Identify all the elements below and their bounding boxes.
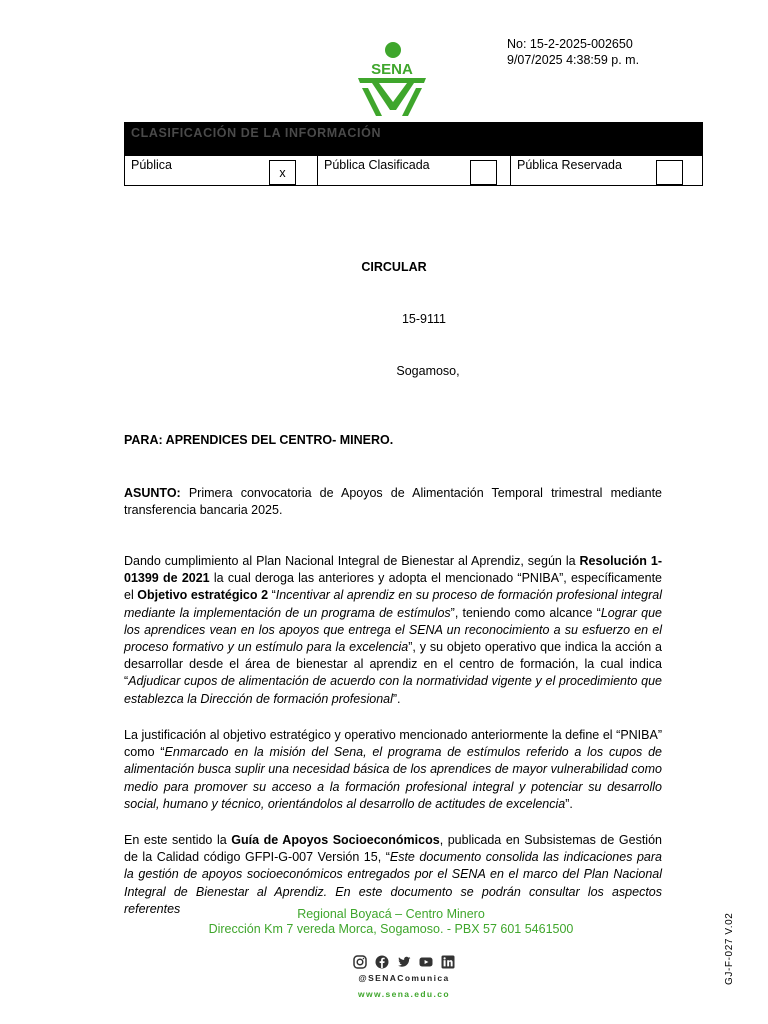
classification-table (124, 122, 703, 186)
classification-option-publica (124, 155, 318, 186)
option-label: Pública (131, 158, 172, 172)
footer-address: Dirección Km 7 vereda Morca, Sogamoso. - PBX 57 601 5461500 (208, 922, 574, 936)
text-run: Enmarcado en la misión del Sena, el programa de estímulos referido a los cupos de alimentación busca suplir una necesidad básica de los aprendices de mayor vulnerabilidad como medio para promover su acceso a la formación profesional integral y potenciar su desarrollo social, humano y técnico, orientándolos al desarrollo de actitudes de excelencia (124, 745, 663, 811)
document-number: No: 15-2-2025-002650 (507, 37, 633, 51)
text-run: “ (268, 588, 276, 603)
text-run: Adjudicar cupos de alimentación de acuerdo con la normatividad vigente y el procedimiento que establezca la Dirección de formación profesional (124, 674, 662, 706)
youtube-icon[interactable] (419, 955, 433, 969)
option-checkbox[interactable] (656, 160, 683, 185)
option-label: Pública Reservada (517, 158, 622, 172)
circular-number: 15-9111 (401, 312, 447, 326)
classification-option-publica-reservada (510, 155, 703, 186)
subject-label: ASUNTO: (124, 486, 181, 500)
place: Sogamoso, (396, 364, 460, 378)
subject-text: Primera convocatoria de Apoyos de Alimentación Temporal trimestral mediante transferencia bancaria 2025. (124, 486, 662, 518)
logo-wordmark: SENA (371, 61, 413, 78)
instagram-icon[interactable] (353, 955, 367, 969)
text-run: La justificación al objetivo estratégico y operativo mencionado anteriormente la define el “PNIBA” como “ (124, 728, 662, 760)
classification-title: CLASIFICACIÓN DE LA INFORMACIÓN (124, 122, 703, 155)
body-paragraph-2 (124, 727, 662, 813)
subject (124, 485, 662, 519)
option-checkbox[interactable]: x (269, 160, 296, 185)
text-run: ”. (392, 691, 401, 706)
footer-regional: Regional Boyacá – Centro Minero (297, 907, 485, 921)
option-checkbox[interactable] (470, 160, 497, 185)
linkedin-icon[interactable] (441, 955, 455, 969)
footer-social-handle[interactable]: @SENAComunica (358, 973, 450, 983)
recipient-line: PARA: APRENDICES DEL CENTRO- MINERO. (124, 433, 394, 447)
footer-website[interactable]: www.sena.edu.co (357, 989, 450, 999)
option-label: Pública Clasificada (324, 158, 430, 172)
text-run: ”, teniendo como alcance “ (450, 605, 601, 620)
text-run: En este sentido la (124, 833, 232, 847)
text-run: ”. (565, 796, 573, 811)
text-run: ”, y su objeto operativo que indica la acción a desarrollar desde el área de bienestar al aprendiz en el centro de formación, la cual indica “ (124, 640, 663, 689)
document-type: CIRCULAR (361, 260, 427, 274)
text-run: Incentivar al aprendiz en su proceso de formación profesional integral mediante la implementación de un programa de estímulos (124, 588, 663, 620)
facebook-icon[interactable] (375, 955, 389, 969)
classification-option-publica-clasificada (317, 155, 511, 186)
document-datetime: 9/07/2025 4:38:59 p. m. (507, 53, 640, 67)
text-run: Resolución 1-01399 de 2021 (124, 554, 662, 586)
document-meta (507, 36, 639, 68)
text-run: Lograr que los aprendices vean en los apoyos que entrega el SENA un reconocimiento a su esfuerzo en el proceso formativo y un estímulo para la excelencia (124, 605, 662, 655)
social-icons (353, 955, 457, 970)
form-code: GJ-F-027 V.02 (724, 912, 735, 985)
body-paragraph-1 (124, 553, 662, 708)
text-run: Guía de Apoyos Socioeconómicos (231, 833, 440, 847)
twitter-icon[interactable] (397, 955, 411, 969)
text-run: Objetivo estratégico 2 (137, 588, 269, 603)
text-run: Dando cumplimiento al Plan Nacional Integral de Bienestar al Aprendiz, según la (124, 554, 580, 568)
sena-logo (352, 40, 432, 118)
body-paragraph-3 (124, 832, 662, 918)
text-run: la cual deroga las anteriores y adopta el mencionado “PNIBA”, específicamente el (124, 571, 662, 603)
text-run: Este documento consolida las indicaciones para la gestión de apoyos socioeconómicos entregados por el SENA en el marco del Plan Nacional Integral de Bienestar al Aprendiz. En este documento se podrán consultar los aspectos referentes (124, 850, 662, 916)
text-run: , publicada en Subsistemas de Gestión de la Calidad código GFPI-G-007 Versión 15, “ (124, 833, 662, 865)
